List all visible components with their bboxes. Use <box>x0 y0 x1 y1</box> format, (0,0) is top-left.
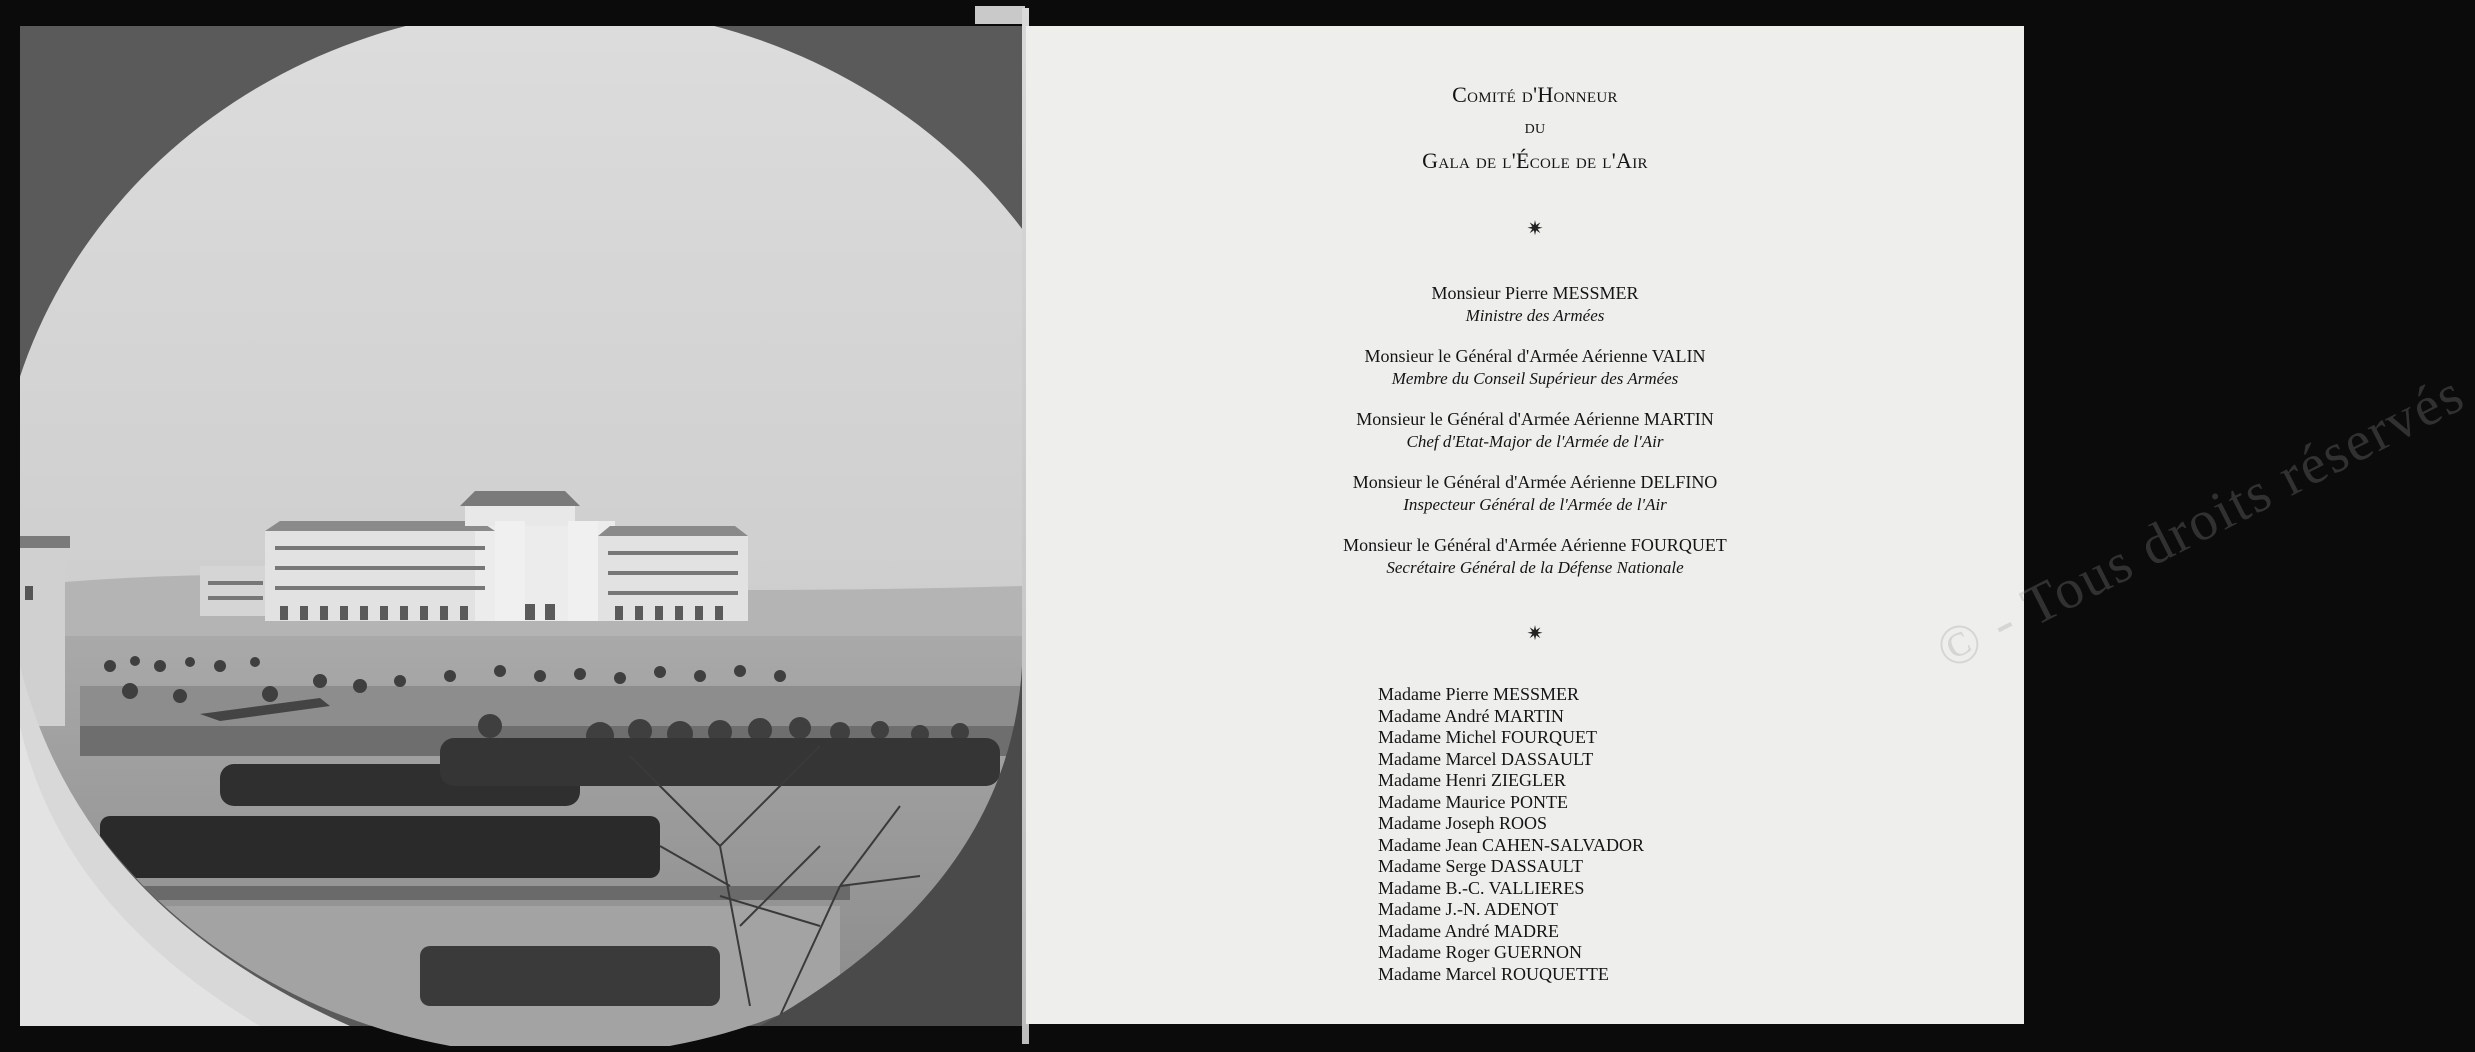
list-item: Madame Joseph ROOS <box>1378 813 1547 833</box>
member-role: Ministre des Armées <box>1465 306 1605 325</box>
list-item: Madame Maurice PONTE <box>1378 791 1568 812</box>
member-name: Monsieur le Général d'Armée Aérienne MARTIN <box>1356 409 1714 429</box>
watermark: © - Tous droits réservés <box>1926 362 2475 683</box>
left-page-photo <box>20 26 1022 1026</box>
member-name: Monsieur le Général d'Armée Aérienne DELFINO <box>1352 472 1718 492</box>
list-item: Madame Roger GUERNON <box>1378 942 1582 962</box>
spine-tab <box>975 6 1025 24</box>
member-entry <box>1026 344 2044 390</box>
list-item: Madame Jean CAHEN-SALVADOR <box>1378 834 1644 855</box>
member-entry <box>1026 533 2044 579</box>
list-item: Madame Marcel DASSAULT <box>1378 748 1594 769</box>
member-role: Secrétaire Général de la Défense Nationale <box>1386 558 1684 577</box>
list-item: Madame André MADRE <box>1378 920 1559 941</box>
list-item: Madame J.-N. ADENOT <box>1378 899 1558 919</box>
committee-title: Comité d'Honneur <box>1452 82 1618 107</box>
committee-title-connector: du <box>1524 116 1546 138</box>
list-item: Madame André MARTIN <box>1378 705 1564 726</box>
member-name: Monsieur le Général d'Armée Aérienne VALIN <box>1364 346 1706 366</box>
list-item: Madame Serge DASSAULT <box>1378 856 1583 876</box>
member-entry <box>1026 470 2044 516</box>
star-separator-icon: ✷ <box>1526 621 1544 645</box>
member-role: Membre du Conseil Supérieur des Armées <box>1391 369 1679 388</box>
list-item: Madame Henri ZIEGLER <box>1378 770 1566 790</box>
list-item: Madame Pierre MESSMER <box>1378 684 1579 704</box>
ladies-list <box>1378 684 1778 985</box>
member-name: Monsieur Pierre MESSMER <box>1431 283 1639 303</box>
photo-icon <box>20 26 1022 1026</box>
list-item: Madame Michel FOURQUET <box>1378 727 1597 747</box>
member-entry <box>1026 407 2044 453</box>
member-name: Monsieur le Général d'Armée Aérienne FOURQUET <box>1343 535 1727 555</box>
list-item: Madame B.-C. VALLIERES <box>1378 877 1585 898</box>
star-separator-icon: ✷ <box>1526 216 1544 240</box>
member-role: Chef d'Etat-Major de l'Armée de l'Air <box>1406 432 1664 451</box>
list-item: Madame Marcel ROUQUETTE <box>1378 963 1609 984</box>
right-page-text <box>1026 26 2475 1024</box>
gala-title: Gala de l'École de l'Air <box>1422 148 1648 173</box>
member-entry <box>1026 281 2044 327</box>
member-role: Inspecteur Général de l'Armée de l'Air <box>1403 495 1667 514</box>
